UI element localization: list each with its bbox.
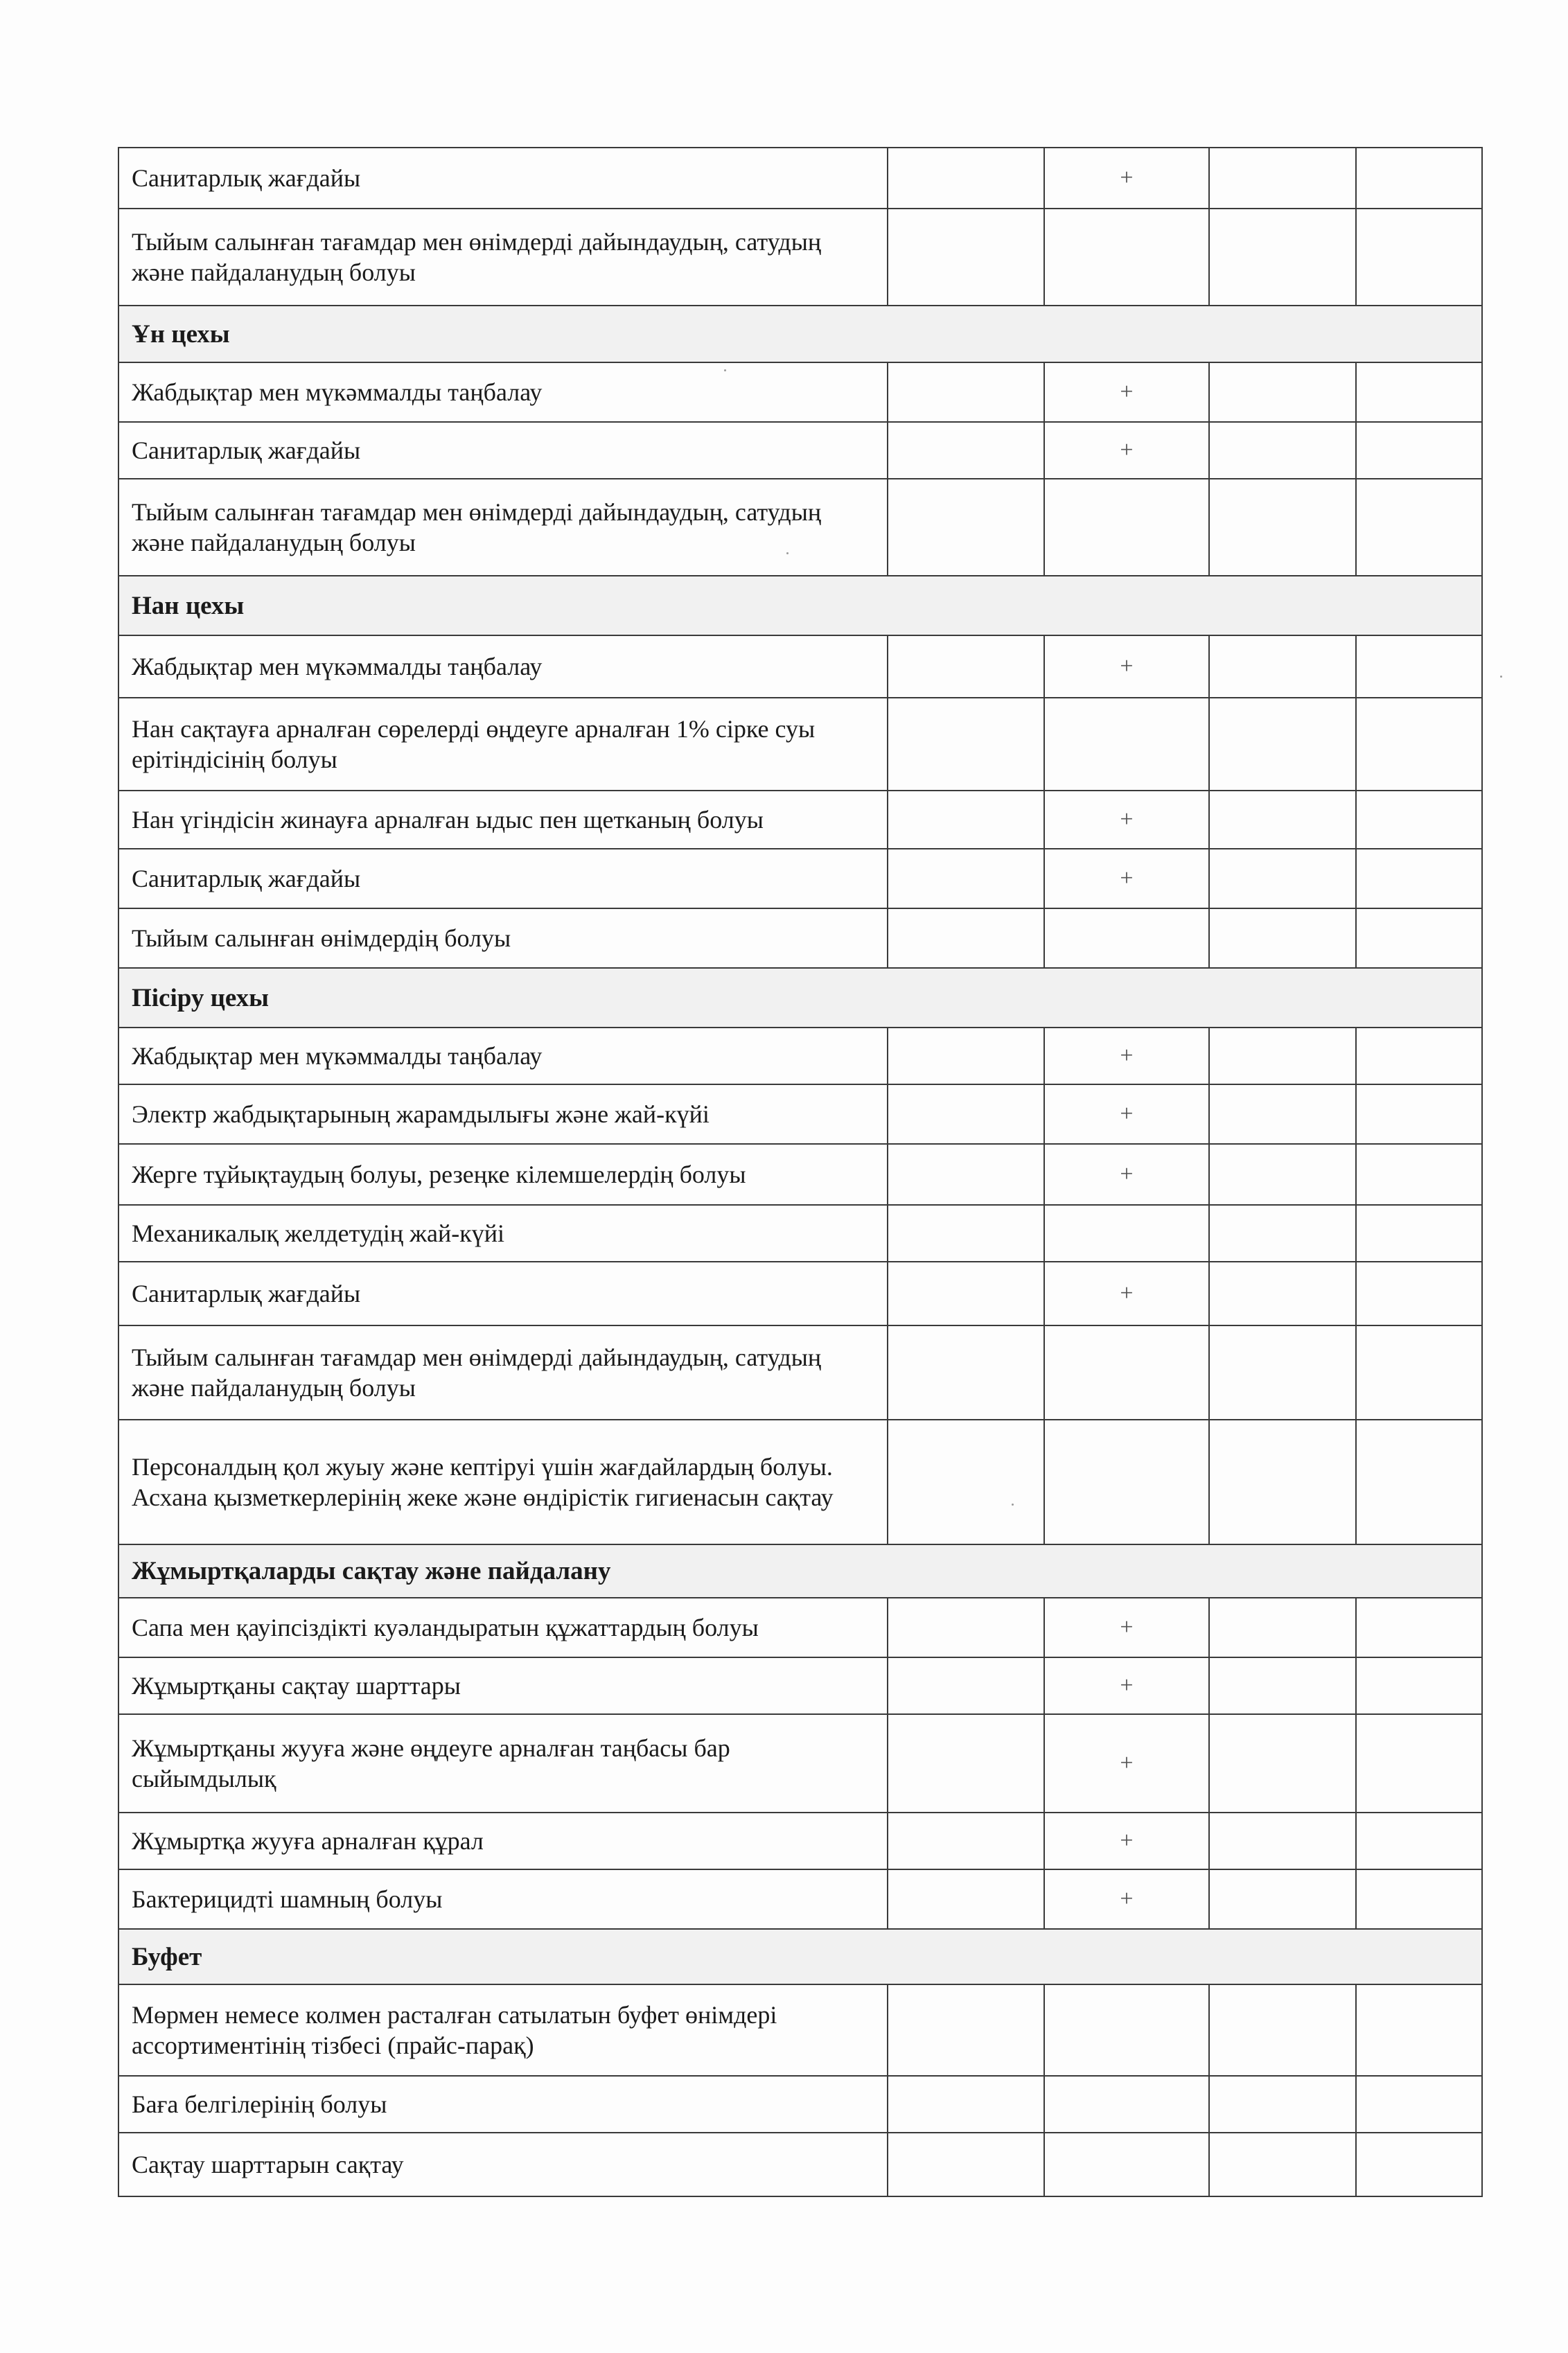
mark-cell-3 <box>1209 698 1356 791</box>
mark-cell-3 <box>1209 1984 1356 2076</box>
mark-cell-2 <box>1044 908 1209 968</box>
criterion-label: Тыйым салынған тағамдар мен өнімдерді дайындаудың, сатудың және пайдаланудың болуы <box>118 479 888 576</box>
mark-cell-3 <box>1209 422 1356 479</box>
mark-cell-4 <box>1356 849 1482 908</box>
mark-cell-4 <box>1356 1028 1482 1084</box>
mark-cell-3 <box>1209 1869 1356 1929</box>
mark-cell-2: + <box>1044 1869 1209 1929</box>
table-row <box>118 1084 1482 1144</box>
scan-speck <box>724 369 726 371</box>
mark-cell-4 <box>1356 2133 1482 2196</box>
criterion-label: Нан үгіндісін жинауға арналған ыдыс пен щетканың болуы <box>118 791 888 849</box>
table-row <box>118 1028 1482 1084</box>
mark-cell-3 <box>1209 1084 1356 1144</box>
mark-cell-4 <box>1356 1262 1482 1325</box>
mark-cell-4 <box>1356 635 1482 698</box>
mark-cell-2 <box>1044 2133 1209 2196</box>
mark-cell-1 <box>888 908 1044 968</box>
criterion-label: Мөрмен немесе колмен расталған сатылатын буфет өнімдері ассортиментінің тізбесі (прайс-парақ) <box>118 1984 888 2076</box>
table-row <box>118 422 1482 479</box>
mark-cell-4 <box>1356 1714 1482 1813</box>
mark-cell-2 <box>1044 1420 1209 1544</box>
mark-cell-1 <box>888 1984 1044 2076</box>
section-header-row <box>118 576 1482 635</box>
mark-cell-1 <box>888 422 1044 479</box>
mark-cell-2 <box>1044 479 1209 576</box>
mark-cell-3 <box>1209 1325 1356 1420</box>
mark-cell-1 <box>888 849 1044 908</box>
criterion-label: Тыйым салынған тағамдар мен өнімдерді дайындаудың, сатудың және пайдаланудың болуы <box>118 209 888 306</box>
criterion-label: Санитарлық жағдайы <box>118 849 888 908</box>
table-row <box>118 1262 1482 1325</box>
mark-cell-1 <box>888 148 1044 209</box>
mark-cell-4 <box>1356 1325 1482 1420</box>
mark-cell-4 <box>1356 1598 1482 1657</box>
mark-cell-3 <box>1209 148 1356 209</box>
mark-cell-3 <box>1209 635 1356 698</box>
table-row <box>118 1205 1482 1262</box>
criterion-label: Бактерицидті шамның болуы <box>118 1869 888 1929</box>
mark-cell-3 <box>1209 1657 1356 1714</box>
mark-cell-2 <box>1044 1325 1209 1420</box>
mark-cell-3 <box>1209 791 1356 849</box>
criterion-label: Жабдықтар мен мүкәммалды таңбалау <box>118 1028 888 1084</box>
mark-cell-3 <box>1209 1144 1356 1205</box>
mark-cell-1 <box>888 791 1044 849</box>
mark-cell-1 <box>888 698 1044 791</box>
mark-cell-4 <box>1356 2076 1482 2133</box>
mark-cell-3 <box>1209 1262 1356 1325</box>
mark-cell-4 <box>1356 1144 1482 1205</box>
mark-cell-4 <box>1356 1205 1482 1262</box>
mark-cell-1 <box>888 2076 1044 2133</box>
table-row <box>118 635 1482 698</box>
mark-cell-1 <box>888 1205 1044 1262</box>
scan-speck <box>1500 676 1502 678</box>
mark-cell-4 <box>1356 362 1482 422</box>
mark-cell-4 <box>1356 1420 1482 1544</box>
criterion-label: Персоналдың қол жуыу және кептіруі үшін жағдайлардың болуы. Асхана қызметкерлерінің жеке және өндірістік гигиенасын сақтау <box>118 1420 888 1544</box>
mark-cell-3 <box>1209 209 1356 306</box>
mark-cell-1 <box>888 1084 1044 1144</box>
mark-cell-4 <box>1356 1084 1482 1144</box>
mark-cell-1 <box>888 1262 1044 1325</box>
mark-cell-1 <box>888 1028 1044 1084</box>
mark-cell-2: + <box>1044 1262 1209 1325</box>
mark-cell-2 <box>1044 1205 1209 1262</box>
table-row <box>118 1984 1482 2076</box>
table-row <box>118 479 1482 576</box>
table-row <box>118 1714 1482 1813</box>
mark-cell-1 <box>888 1813 1044 1869</box>
section-title: Пісіру цехы <box>118 968 1482 1028</box>
mark-cell-3 <box>1209 1714 1356 1813</box>
mark-cell-2: + <box>1044 1144 1209 1205</box>
mark-cell-4 <box>1356 908 1482 968</box>
table-row <box>118 2133 1482 2196</box>
mark-cell-1 <box>888 209 1044 306</box>
mark-cell-2: + <box>1044 1813 1209 1869</box>
mark-cell-2: + <box>1044 1028 1209 1084</box>
criterion-label: Жұмыртқаны жууға және өңдеуге арналған таңбасы бар сыйымдылық <box>118 1714 888 1813</box>
criterion-label: Сапа мен қауіпсіздікті куәландыратын құжаттардың болуы <box>118 1598 888 1657</box>
mark-cell-2: + <box>1044 791 1209 849</box>
table-row <box>118 1869 1482 1929</box>
mark-cell-3 <box>1209 1813 1356 1869</box>
mark-cell-3 <box>1209 2133 1356 2196</box>
table-row <box>118 1598 1482 1657</box>
mark-cell-1 <box>888 362 1044 422</box>
mark-cell-4 <box>1356 698 1482 791</box>
section-header-row <box>118 306 1482 362</box>
mark-cell-4 <box>1356 209 1482 306</box>
mark-cell-4 <box>1356 791 1482 849</box>
criterion-label: Санитарлық жағдайы <box>118 1262 888 1325</box>
mark-cell-3 <box>1209 1028 1356 1084</box>
table-row <box>118 1325 1482 1420</box>
mark-cell-3 <box>1209 1598 1356 1657</box>
table-row <box>118 849 1482 908</box>
mark-cell-4 <box>1356 1813 1482 1869</box>
criterion-label: Электр жабдықтарының жарамдылығы және жай-күйі <box>118 1084 888 1144</box>
mark-cell-2 <box>1044 698 1209 791</box>
mark-cell-4 <box>1356 1657 1482 1714</box>
section-title: Нан цехы <box>118 576 1482 635</box>
mark-cell-3 <box>1209 2076 1356 2133</box>
mark-cell-2: + <box>1044 362 1209 422</box>
mark-cell-4 <box>1356 1869 1482 1929</box>
mark-cell-1 <box>888 1325 1044 1420</box>
mark-cell-2: + <box>1044 1714 1209 1813</box>
mark-cell-3 <box>1209 849 1356 908</box>
criterion-label: Жұмыртқаны сақтау шарттары <box>118 1657 888 1714</box>
mark-cell-4 <box>1356 479 1482 576</box>
checklist-body <box>118 148 1482 2196</box>
checklist-table <box>118 147 1483 2197</box>
section-header-row <box>118 1929 1482 1984</box>
criterion-label: Санитарлық жағдайы <box>118 422 888 479</box>
mark-cell-2: + <box>1044 1084 1209 1144</box>
scan-speck <box>786 552 789 554</box>
mark-cell-1 <box>888 2133 1044 2196</box>
mark-cell-3 <box>1209 908 1356 968</box>
mark-cell-2: + <box>1044 1657 1209 1714</box>
mark-cell-2 <box>1044 1984 1209 2076</box>
mark-cell-2 <box>1044 209 1209 306</box>
mark-cell-2: + <box>1044 148 1209 209</box>
table-row <box>118 1420 1482 1544</box>
criterion-label: Жабдықтар мен мүкәммалды таңбалау <box>118 635 888 698</box>
table-row <box>118 791 1482 849</box>
criterion-label: Механикалық желдетудің жай-күйі <box>118 1205 888 1262</box>
mark-cell-3 <box>1209 362 1356 422</box>
criterion-label: Жұмыртқа жууға арналған құрал <box>118 1813 888 1869</box>
mark-cell-1 <box>888 479 1044 576</box>
criterion-label: Санитарлық жағдайы <box>118 148 888 209</box>
table-row <box>118 698 1482 791</box>
criterion-label: Сақтау шарттарын сақтау <box>118 2133 888 2196</box>
mark-cell-4 <box>1356 148 1482 209</box>
checklist-page <box>118 147 1481 2197</box>
mark-cell-1 <box>888 1420 1044 1544</box>
criterion-label: Баға белгілерінің болуы <box>118 2076 888 2133</box>
table-row <box>118 148 1482 209</box>
mark-cell-3 <box>1209 1420 1356 1544</box>
table-row <box>118 1657 1482 1714</box>
table-row <box>118 1144 1482 1205</box>
mark-cell-1 <box>888 1144 1044 1205</box>
mark-cell-3 <box>1209 479 1356 576</box>
criterion-label: Жабдықтар мен мүкәммалды таңбалау <box>118 362 888 422</box>
table-row <box>118 1813 1482 1869</box>
mark-cell-1 <box>888 1869 1044 1929</box>
criterion-label: Нан сақтауға арналған сөрелерді өңдеуге арналған 1% сірке суы ерітіндісінің болуы <box>118 698 888 791</box>
criterion-label: Жерге тұйықтаудың болуы, резеңке кілемшелердің болуы <box>118 1144 888 1205</box>
mark-cell-2: + <box>1044 849 1209 908</box>
mark-cell-3 <box>1209 1205 1356 1262</box>
mark-cell-2: + <box>1044 635 1209 698</box>
mark-cell-1 <box>888 1598 1044 1657</box>
mark-cell-2 <box>1044 2076 1209 2133</box>
criterion-label: Тыйым салынған өнімдердің болуы <box>118 908 888 968</box>
table-row <box>118 362 1482 422</box>
section-title: Буфет <box>118 1929 1482 1984</box>
section-header-row <box>118 1544 1482 1598</box>
mark-cell-1 <box>888 1714 1044 1813</box>
table-row <box>118 209 1482 306</box>
section-header-row <box>118 968 1482 1028</box>
mark-cell-2: + <box>1044 1598 1209 1657</box>
mark-cell-4 <box>1356 1984 1482 2076</box>
mark-cell-2: + <box>1044 422 1209 479</box>
mark-cell-1 <box>888 635 1044 698</box>
mark-cell-1 <box>888 1657 1044 1714</box>
mark-cell-4 <box>1356 422 1482 479</box>
section-title: Жұмыртқаларды сақтау және пайдалану <box>118 1544 1482 1598</box>
table-row <box>118 908 1482 968</box>
scan-speck <box>1012 1504 1014 1506</box>
table-row <box>118 2076 1482 2133</box>
criterion-label: Тыйым салынған тағамдар мен өнімдерді дайындаудың, сатудың және пайдаланудың болуы <box>118 1325 888 1420</box>
section-title: Ұн цехы <box>118 306 1482 362</box>
